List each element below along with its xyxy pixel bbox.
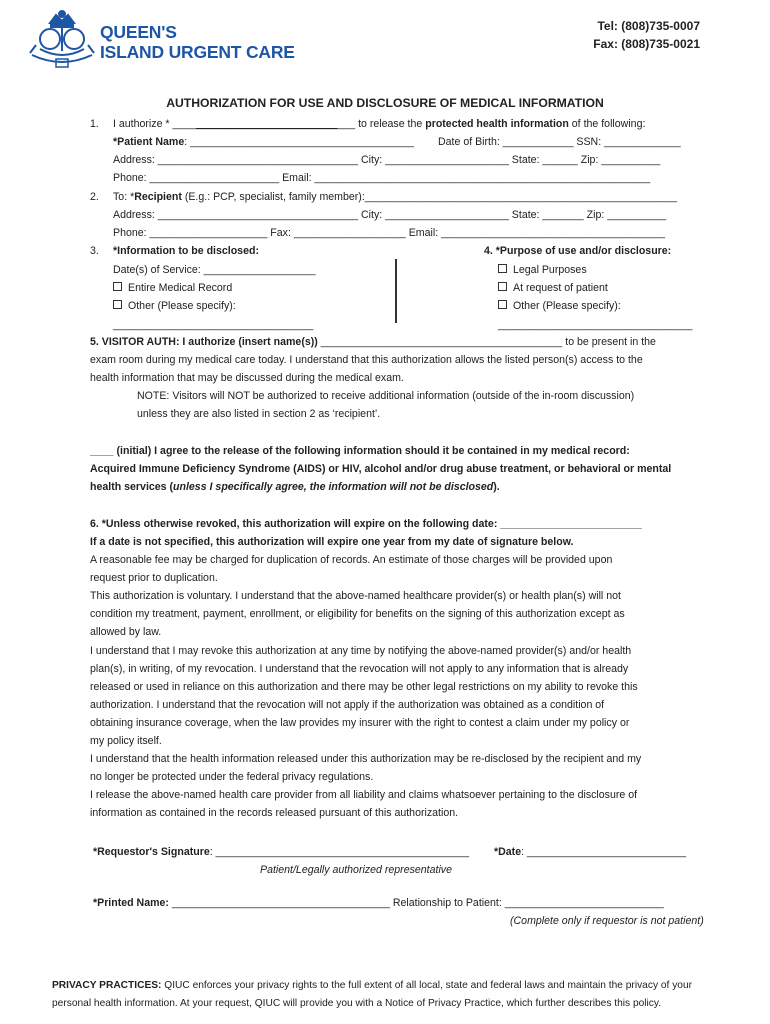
other-purpose-blank[interactable]: _________________________________	[498, 319, 693, 331]
terms-line: allowed by law.	[90, 626, 162, 639]
sensitive-info-text: Acquired Immune Deficiency Syndrome (AIDS) or HIV, alcohol and/or drug abuse treatment, or behavioral or mental	[90, 463, 672, 475]
purpose-heading	[484, 244, 671, 258]
section-3-number: 3.	[90, 245, 99, 257]
phone-number: Tel: (808)735-0007	[597, 19, 700, 33]
visitor-auth-field[interactable]	[90, 335, 656, 349]
terms-line: authorization. I understand that the revocation will not apply if the authorization was obtained as a condition of	[90, 698, 605, 711]
terms-line: A reasonable fee may be charged for duplication of records. An estimate of those charges will be provided upon	[90, 554, 613, 566]
signature-date-blank[interactable]: : ___________________________	[521, 846, 687, 858]
requestor-signature-blank[interactable]: : ___________________________________________	[209, 846, 469, 858]
info-disclosed-heading	[113, 244, 259, 258]
privacy-practices-line-1	[52, 979, 692, 993]
patient-phone-email-field[interactable]: Phone: ______________________ Email: _________________________________________________________	[113, 172, 651, 184]
logo	[26, 9, 316, 71]
expiration-default	[90, 535, 574, 549]
recipient-address-field[interactable]: Address: __________________________________ City: _____________________ State: _______ Zip: __________	[113, 209, 667, 221]
other-info-option[interactable]	[113, 299, 236, 313]
terms-line: released or used in reliance on this authorization and there may be other legal restrictions on my ability to revoke this	[90, 680, 638, 693]
visitor-note-2: unless they are also listed in section 2 as ‘recipient’.	[137, 408, 381, 420]
release-text: ___ to release the	[337, 118, 426, 130]
initial-consent-line[interactable]	[90, 444, 630, 458]
column-divider	[395, 259, 397, 323]
info-disclosed-heading-text: *Information to be disclosed:	[113, 245, 259, 257]
terms-line: my policy itself.	[90, 735, 162, 747]
fax-number: Fax: (808)735-0021	[593, 37, 700, 51]
other-info-label: Other (Please specify):	[128, 300, 236, 312]
privacy-text-1: QIUC enforces your privacy rights to the full extent of all local, state and federal laws and maintain the privacy of your	[161, 980, 693, 991]
recipient-blank[interactable]: (E.g.: PCP, specialist, family member):_____________________________________________________	[181, 191, 678, 203]
signature-date-field[interactable]	[494, 845, 686, 859]
relationship-note	[510, 914, 704, 928]
terms-line: no longer be protected under the federal privacy regulations.	[90, 771, 374, 784]
form-title: AUTHORIZATION FOR USE AND DISCLOSURE OF MEDICAL INFORMATION	[166, 96, 604, 110]
following-text: of the following:	[568, 118, 646, 130]
phi-text: protected health information	[425, 118, 569, 130]
requestor-signature-field[interactable]	[93, 845, 469, 859]
visitor-auth-heading: 5. VISITOR AUTH: I authorize (insert name(s))	[90, 336, 318, 348]
privacy-practices-line-2: personal health information. At your request, QIUC will provide you with a Notice of Privacy Practice, which further describes this policy.	[52, 998, 662, 1009]
sensitive-info-3c: ).	[493, 481, 500, 493]
terms-line: request prior to duplication.	[90, 572, 218, 585]
printed-name-field[interactable]	[93, 896, 664, 910]
purpose-heading-text: 4. *Purpose of use and/or disclosure:	[484, 245, 672, 257]
dob-ssn-field[interactable]: Date of Birth: ____________ SSN: _____________	[438, 136, 681, 148]
recipient-phone-fax-email-field[interactable]: Phone: ____________________ Fax: ___________________ Email: ______________________________________	[113, 227, 665, 239]
logo-line-2: ISLAND URGENT CARE	[100, 42, 295, 62]
checkbox-patient-request[interactable]	[498, 282, 507, 291]
dates-of-service-field[interactable]: Date(s) of Service: ___________________	[113, 264, 316, 276]
requestor-signature-label: *Requestor's Signature	[93, 846, 210, 858]
authorize-blank[interactable]: ________________________	[196, 118, 338, 130]
checkbox-other-info[interactable]	[113, 300, 122, 309]
to-text: To: *	[113, 191, 135, 203]
visitor-auth-text-2: exam room during my medical care today. I understand that this authorization allows the listed person(s) access to the	[90, 354, 643, 366]
printed-name-label: *Printed Name:	[93, 897, 169, 909]
terms-line: I understand that I may revoke this authorization at any time by notifying the above-named provider(s) and/or health	[90, 644, 632, 657]
sensitive-info-line	[90, 462, 671, 476]
checkbox-entire-record[interactable]	[113, 282, 122, 291]
signature-sublabel	[260, 863, 452, 877]
terms-line: condition my treatment, payment, enrollment, or eligibility for benefits on the signing of this authorization except as	[90, 608, 625, 621]
authorize-field[interactable]	[113, 117, 645, 131]
expiration-date-text: 6. *Unless otherwise revoked, this authorization will expire on the following date: ________________________	[90, 518, 642, 530]
privacy-label: PRIVACY PRACTICES:	[52, 980, 162, 991]
entire-record-option[interactable]	[113, 281, 232, 295]
visitor-auth-text-3: health information that may be discussed during the medical exam.	[90, 372, 404, 384]
checkbox-other-purpose[interactable]	[498, 300, 507, 309]
visitor-names-blank[interactable]: _________________________________________ to be present in the	[317, 336, 656, 348]
authorize-text: I authorize * ____	[113, 118, 197, 130]
section-2-number: 2.	[90, 191, 99, 203]
expiration-default-text: If a date is not specified, this authorization will expire one year from my date of signature below.	[90, 536, 574, 548]
visitor-note-1: NOTE: Visitors will NOT be authorized to receive additional information (outside of the in-room discussion)	[137, 390, 635, 402]
patient-name-blank[interactable]: : ______________________________________	[184, 136, 415, 148]
logo-line-1: QUEEN'S	[100, 22, 177, 42]
entire-record-label: Entire Medical Record	[128, 282, 233, 294]
patient-name-field[interactable]	[113, 135, 414, 149]
sensitive-info-line-3	[90, 480, 500, 494]
crest-icon	[26, 9, 98, 71]
patient-name-label: *Patient Name	[113, 136, 185, 148]
patient-request-option[interactable]	[498, 281, 608, 295]
expiration-date-field[interactable]	[90, 517, 642, 531]
other-info-blank[interactable]: __________________________________	[113, 319, 314, 331]
recipient-field[interactable]	[113, 190, 677, 204]
recipient-label: Recipient	[134, 191, 182, 203]
sensitive-info-3a: health services (	[90, 481, 174, 493]
other-purpose-label: Other (Please specify):	[513, 300, 621, 312]
sensitive-info-3b: unless I specifically agree, the information will not be disclosed	[173, 481, 494, 493]
signature-sublabel-text: Patient/Legally authorized representative	[260, 864, 452, 876]
terms-line: plan(s), in writing, of my revocation. I understand that the revocation will not apply to any information that is already	[90, 662, 629, 675]
terms-line: I release the above-named health care provider from all liability and claims whatsoever pertaining to the disclosure of	[90, 789, 638, 802]
section-1-number: 1.	[90, 118, 99, 130]
terms-line: I understand that the health information released under this authorization may be re-disclosed by the recipient and my	[90, 753, 642, 766]
terms-line: obtaining insurance coverage, when the law provides my insurer with the right to contest a claim under my policy or	[90, 716, 630, 729]
relationship-note-text: (Complete only if requestor is not patient)	[510, 915, 704, 927]
legal-purposes-option[interactable]	[498, 263, 587, 277]
other-purpose-option[interactable]	[498, 299, 621, 313]
terms-line: This authorization is voluntary. I understand that the above-named healthcare provider(s) or health plan(s) will not	[90, 590, 621, 603]
signature-date-label: *Date	[494, 846, 522, 858]
terms-line: information as contained in the records released pursuant of this authorization.	[90, 807, 459, 820]
initial-consent-text: ____ (initial) I agree to the release of the following information should it be contained in my medical record:	[90, 445, 630, 457]
patient-request-label: At request of patient	[513, 282, 608, 294]
printed-name-blank[interactable]: _____________________________________ Relationship to Patient: ___________________________	[168, 897, 664, 909]
patient-address-field[interactable]: Address: __________________________________ City: _____________________ State: ______ Zip: __________	[113, 154, 661, 166]
checkbox-legal-purposes[interactable]	[498, 264, 507, 273]
legal-purposes-label: Legal Purposes	[513, 264, 587, 276]
